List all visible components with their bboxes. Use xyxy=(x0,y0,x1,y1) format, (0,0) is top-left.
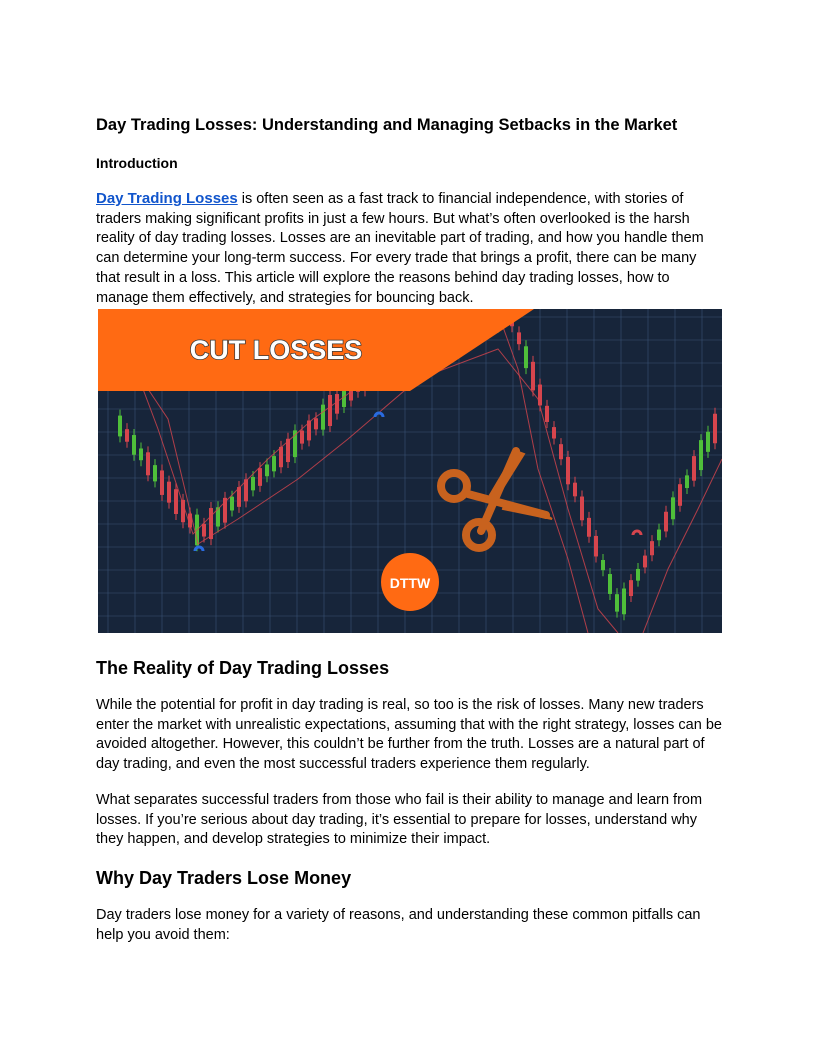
dttw-logo xyxy=(381,553,439,611)
candle-body xyxy=(580,497,584,521)
candle-body xyxy=(258,468,262,486)
candle-body xyxy=(167,482,171,503)
candle-body xyxy=(314,418,318,429)
candle-body xyxy=(594,536,598,557)
candle-body xyxy=(650,541,654,555)
candle-body xyxy=(615,594,619,611)
candle-body xyxy=(636,569,640,581)
candle-body xyxy=(524,346,528,368)
candle-body xyxy=(174,489,178,514)
candle-body xyxy=(125,429,129,442)
cut-losses-image xyxy=(98,309,722,633)
reality-paragraph-2: What separates successful traders from those who fail is their ability to manage and learn from losses. If you’re serious about day trading, it’s essential to prepare for losses, understand why they happen, and develop strategies to minimize their impact. xyxy=(96,792,703,848)
intro-heading: Introduction xyxy=(96,155,178,171)
candle-body xyxy=(629,580,633,596)
candle-body xyxy=(671,497,675,519)
section-heading-why-lose: Why Day Traders Lose Money xyxy=(96,868,352,888)
candle-body xyxy=(300,431,304,444)
candle-body xyxy=(132,435,136,455)
candle-body xyxy=(251,477,255,490)
candle-body xyxy=(545,406,549,422)
candle-body xyxy=(209,508,213,539)
candle-body xyxy=(685,475,689,488)
candle-body xyxy=(230,497,234,511)
logo-text: DTTW xyxy=(389,575,431,591)
candle-body xyxy=(608,574,612,594)
candle-body xyxy=(601,560,605,570)
candle-body xyxy=(566,457,570,484)
day-trading-losses-link[interactable]: Day Trading Losses xyxy=(96,190,238,207)
intro-text: is often seen as a fast track to financial independence, with stories of traders making significant profits in just a few hours. But what’s often overlooked is the harsh reality of day trading losses. Losses are an inevitable part of trading, and how you handle them can determine your long-term success. For every trade that brings a profit, there can be many that result in a loss. This article will explore the reasons behind day trading losses, how to manage them effectively, and strategies for bouncing back. xyxy=(96,191,704,306)
candle-body xyxy=(657,530,661,541)
section-heading-reality: The Reality of Day Trading Losses xyxy=(96,658,390,678)
candle-body xyxy=(692,456,696,481)
candle-body xyxy=(153,465,157,481)
intro-paragraph xyxy=(96,189,722,308)
trading-chart-illustration xyxy=(98,309,722,633)
document-title: Day Trading Losses: Understanding and Managing Setbacks in the Market xyxy=(96,116,678,134)
candle-body xyxy=(202,524,206,537)
candle-body xyxy=(328,395,332,426)
candle-body xyxy=(139,448,143,460)
candle-body xyxy=(517,332,521,344)
candle-body xyxy=(146,452,150,475)
banner-text: CUT LOSSES xyxy=(189,335,363,365)
candle-body xyxy=(335,394,339,414)
candle-body xyxy=(559,444,563,459)
candle-body xyxy=(622,589,626,615)
candle-body xyxy=(160,470,164,494)
candle-body xyxy=(573,483,577,497)
candle-body xyxy=(587,518,591,537)
candle-body xyxy=(279,447,283,467)
candle-body xyxy=(321,405,325,430)
why-lose-paragraph: Day traders lose money for a variety of reasons, and understanding these common pitfalls can help you avoid them: xyxy=(96,907,701,943)
reality-paragraph-1: While the potential for profit in day trading is real, so too is the risk of losses. Many new traders enter the market with unrealistic expectations, assuming that with the right strategy, losses can be avoided altogether. However, this couldn’t be further from the truth. Losses are a natural part of day trading, and even the most successful traders experience them regularly. xyxy=(96,697,722,773)
candle-body xyxy=(664,512,668,532)
candle-body xyxy=(552,427,556,438)
candle-body xyxy=(265,464,269,476)
candle-body xyxy=(531,362,535,391)
candle-body xyxy=(713,414,717,443)
candle-body xyxy=(643,556,647,568)
candle-body xyxy=(699,440,703,470)
candle-body xyxy=(706,432,710,452)
candle-body xyxy=(272,456,276,471)
candle-body xyxy=(118,416,122,437)
candle-body xyxy=(678,484,682,506)
